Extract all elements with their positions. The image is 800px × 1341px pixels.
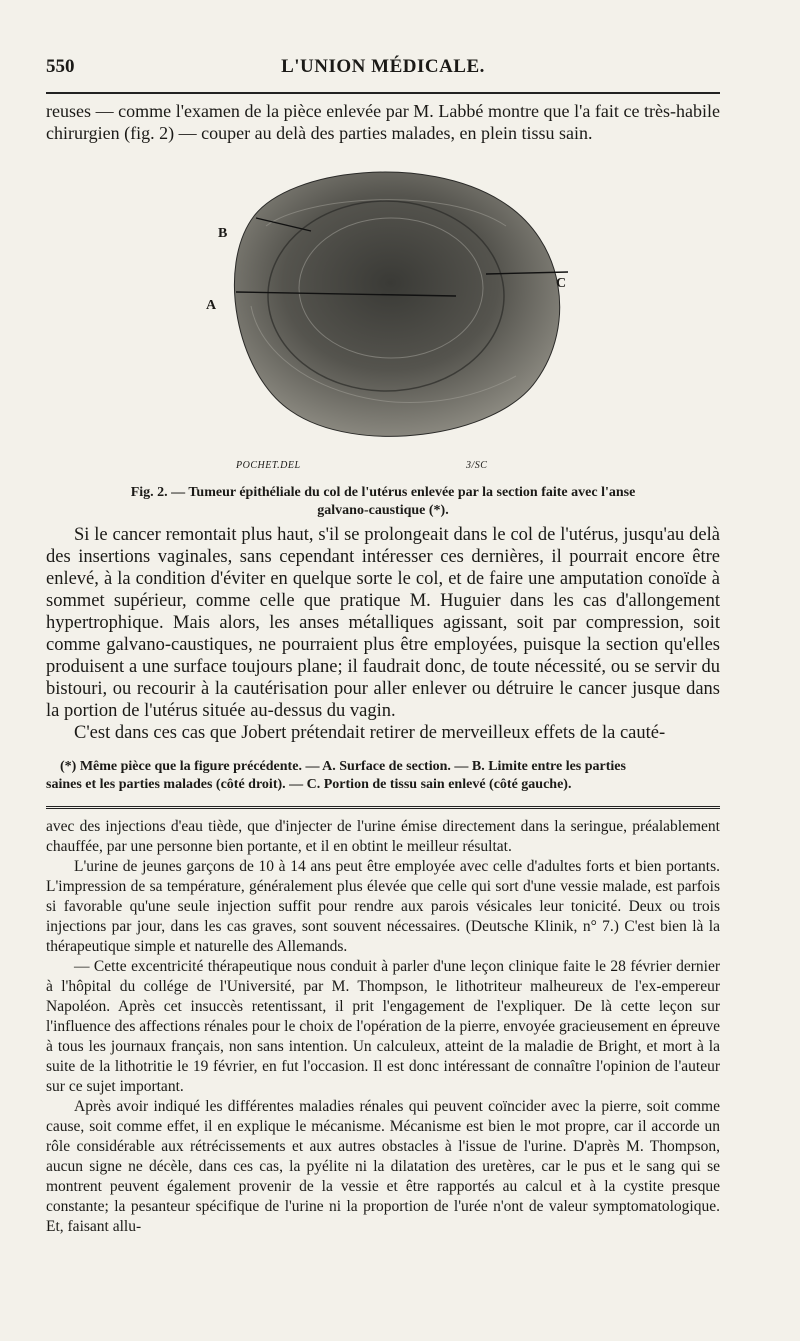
- engraver-signature: POCHET.DEL: [236, 460, 301, 471]
- page-number: 550: [46, 56, 75, 77]
- running-title: L'UNION MÉDICALE.: [281, 56, 485, 77]
- caption-line-2: galvano-caustique (*).: [317, 503, 449, 518]
- page-header: [46, 56, 720, 86]
- figure-label-b: B: [218, 226, 228, 241]
- figure-2: [46, 148, 720, 484]
- intro-paragraph: reuses — comme l'examen de la pièce enlevée par M. Labbé montre que l'a fait ce très-habile chirurgien (fig. 2) — couper au delà des parties malades, en plein tissu sain.: [46, 101, 720, 143]
- footnote: [46, 758, 720, 794]
- figure-caption: [70, 484, 696, 520]
- paragraph-renal: Après avoir indiqué les différentes maladies rénales qui peuvent coïncider avec la pierre, soit comme cause, soit comme effet, il en explique le mécanisme. Mécanisme est bien le mot propre, car il accorde un rôle considérable aux rétrécissements et aux autres obstacles à l'issue de l'urine. D'après M. Thompson, aucun signe ne décèle, dans ces cas, la pyélite ni la dilatation des uretères, car le pus et le sang qui se montrent peuvent également provenir de la vessie et être rapportés au calcul et à la cystite presque constante; la pesanteur spécifique de l'urine ni la proportion de l'urée n'ont de valeur symptomatologique. Et, faisant allu-: [46, 1098, 720, 1235]
- caption-line-1: Fig. 2. — Tumeur épithéliale du col de l'utérus enlevée par la section faite avec l'anse: [130, 485, 636, 500]
- section-rule: [46, 806, 720, 809]
- paragraph-cancer: Si le cancer remontait plus haut, s'il se prolongeait dans le col de l'utérus, jusqu'au delà des insertions vaginales, sans cependant intéresser ces dernières, il pourrait encore être enlevé, à la condition d'éviter en quelque sorte le col, et de faire une amputation conoïde à sommet supérieur, comme celle que pratique M. Huguier dans les cas d'allongement hypertrophique. Mais alors, les anses métalliques agissant, soit par compression, soit comme galvano-caustiques, ne pourraient plus être employées, puisque la section qu'elles produisent a une surface toujours plane; il faudrait donc, de toute nécessité, ou se servir du bistouri, ou recourir à la cautérisation pour aller enlever ou détruire le cancer jusque dans la portion de l'utérus située au-dessus du vagin.: [46, 525, 720, 721]
- page: [46, 56, 720, 1237]
- paragraph-injections: avec des injections d'eau tiède, que d'injecter de l'urine émise directement dans la seringue, préalablement chauffée, par une personne bien portante, et il en obtint le meilleur résultat.: [46, 818, 720, 855]
- header-rule: [46, 92, 720, 94]
- figure-label-a: A: [206, 298, 217, 313]
- scale-mark: 3/SC: [466, 460, 488, 471]
- tumor-illustration: [196, 156, 576, 456]
- footnote-line-2: saines et les parties malades (côté droit). — C. Portion de tissu sain enlevé (côté gauche).: [46, 777, 572, 792]
- paragraph-urine: L'urine de jeunes garçons de 10 à 14 ans peut être employée avec celle d'adultes forts et bien portants. L'impression de sa température, généralement plus élevée que celle qui sort d'une vessie malade, est parfois si favorable qu'une seule injection suffit pour rendre aux parois vésicales leur tonicité. Deux ou trois injections par jour, dans les cas graves, sont souvent nécessaires. (Deutsche Klinik, n° 7.) C'est bien là la thérapeutique simple et naturelle des Allemands.: [46, 858, 720, 955]
- paragraph-thompson: — Cette excentricité thérapeutique nous conduit à parler d'une leçon clinique faite le 28 février dernier à l'hôpital du collége de l'Université, par M. Thompson, le lithotriteur malheureux de l'ex-empereur Napoléon. Après cet insuccès retentissant, il prit l'engagement de l'expliquer. De là cette leçon sur l'influence des affections rénales pour le choix de l'opération de la pierre, envoyée gracieusement en épreuve à tous les journaux français, non sans intention. Un calculeux, atteint de la maladie de Bright, et mort à la suite de la lithotritie le 19 février, en fut l'occasion. Il est donc intéressant de connaître l'opinion de l'auteur sur ce sujet important.: [46, 958, 720, 1095]
- paragraph-jobert: C'est dans ces cas que Jobert prétendait retirer de merveilleux effets de la cauté-: [74, 723, 666, 743]
- figure-label-c: C: [556, 276, 567, 291]
- footnote-line-1: (*) Même pièce que la figure précédente. — A. Surface de section. — B. Limite entre les parties: [60, 759, 626, 774]
